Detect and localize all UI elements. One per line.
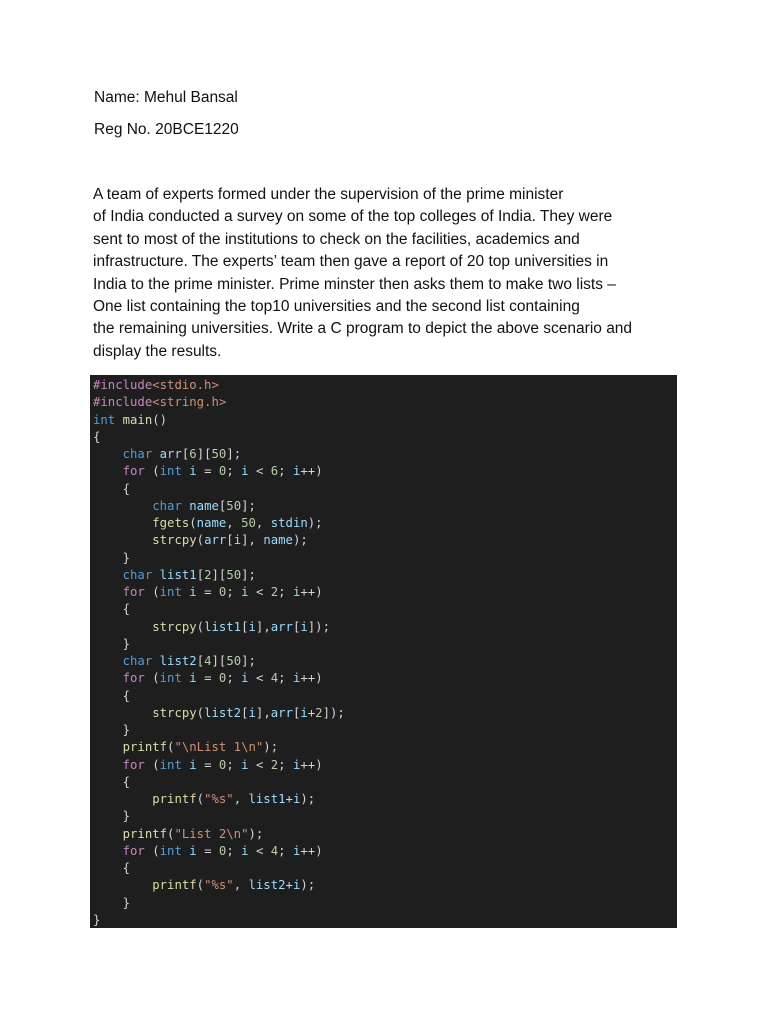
- code-line: #include<string.h>: [93, 395, 227, 410]
- code-line: }: [122, 723, 131, 737]
- code-line: int main(): [93, 412, 168, 427]
- problem-line: A team of experts formed under the supervision of the prime minister: [93, 186, 564, 203]
- problem-line: India to the prime minister. Prime minster then asks them to make two lists –: [93, 275, 616, 293]
- problem-statement: [93, 184, 683, 363]
- code-line: for (int i = 0; i < 4; i++): [122, 843, 323, 858]
- code-line: {: [93, 429, 101, 444]
- registration-number: Reg No. 20BCE1220: [94, 121, 239, 138]
- problem-line: One list containing the top10 universities and the second list containing: [93, 298, 580, 316]
- code-line: strcpy(list1[i],arr[i]);: [152, 619, 330, 634]
- code-line: strcpy(list2[i],arr[i+2]);: [152, 705, 345, 720]
- problem-line: the remaining universities. Write a C program to depict the above scenario and: [93, 320, 633, 338]
- code-line: {: [122, 861, 131, 875]
- code-line: {: [122, 774, 131, 789]
- code-line: char list1[2][50];: [122, 567, 256, 582]
- problem-line: of India conducted a survey on some of the top colleges of India. They were: [93, 208, 613, 226]
- code-line: {: [122, 602, 131, 617]
- code-line: fgets(name, 50, stdin);: [152, 516, 323, 530]
- code-line: strcpy(arr[i], name);: [152, 533, 308, 548]
- code-line: char list2[4][50];: [122, 654, 256, 668]
- code-line: char name[50];: [152, 498, 256, 513]
- code-line: #include<stdio.h>: [93, 378, 219, 392]
- code-line: for (int i = 0; i < 6; i++): [122, 464, 323, 479]
- code-line: }: [122, 895, 131, 910]
- code-line: }: [122, 550, 131, 565]
- code-line: for (int i = 0; i < 4; i++): [122, 671, 323, 686]
- source-code: [90, 375, 677, 928]
- code-line: }: [122, 809, 131, 824]
- student-name: Name: Mehul Bansal: [94, 89, 238, 106]
- code-line: char arr[6][50];: [122, 447, 242, 461]
- problem-line: display the results.: [93, 342, 222, 360]
- code-line: printf("List 2\n");: [122, 826, 264, 841]
- code-line: for (int i = 0; i < 2; i++): [122, 585, 323, 599]
- problem-line: sent to most of the institutions to check on the facilities, academics and: [93, 230, 580, 248]
- code-line: {: [122, 688, 131, 703]
- code-line: {: [122, 481, 131, 496]
- code-line: printf("\nList 1\n");: [122, 740, 279, 755]
- code-line: }: [93, 912, 101, 927]
- code-line: for (int i = 0; i < 2; i++): [122, 757, 323, 772]
- problem-line: infrastructure. The experts’ team then gave a report of 20 top universities in: [93, 253, 609, 271]
- code-screenshot: [90, 375, 677, 928]
- code-line: printf("%s", list1+i);: [152, 792, 316, 806]
- code-line: printf("%s", list2+i);: [152, 878, 316, 893]
- code-line: }: [122, 636, 131, 651]
